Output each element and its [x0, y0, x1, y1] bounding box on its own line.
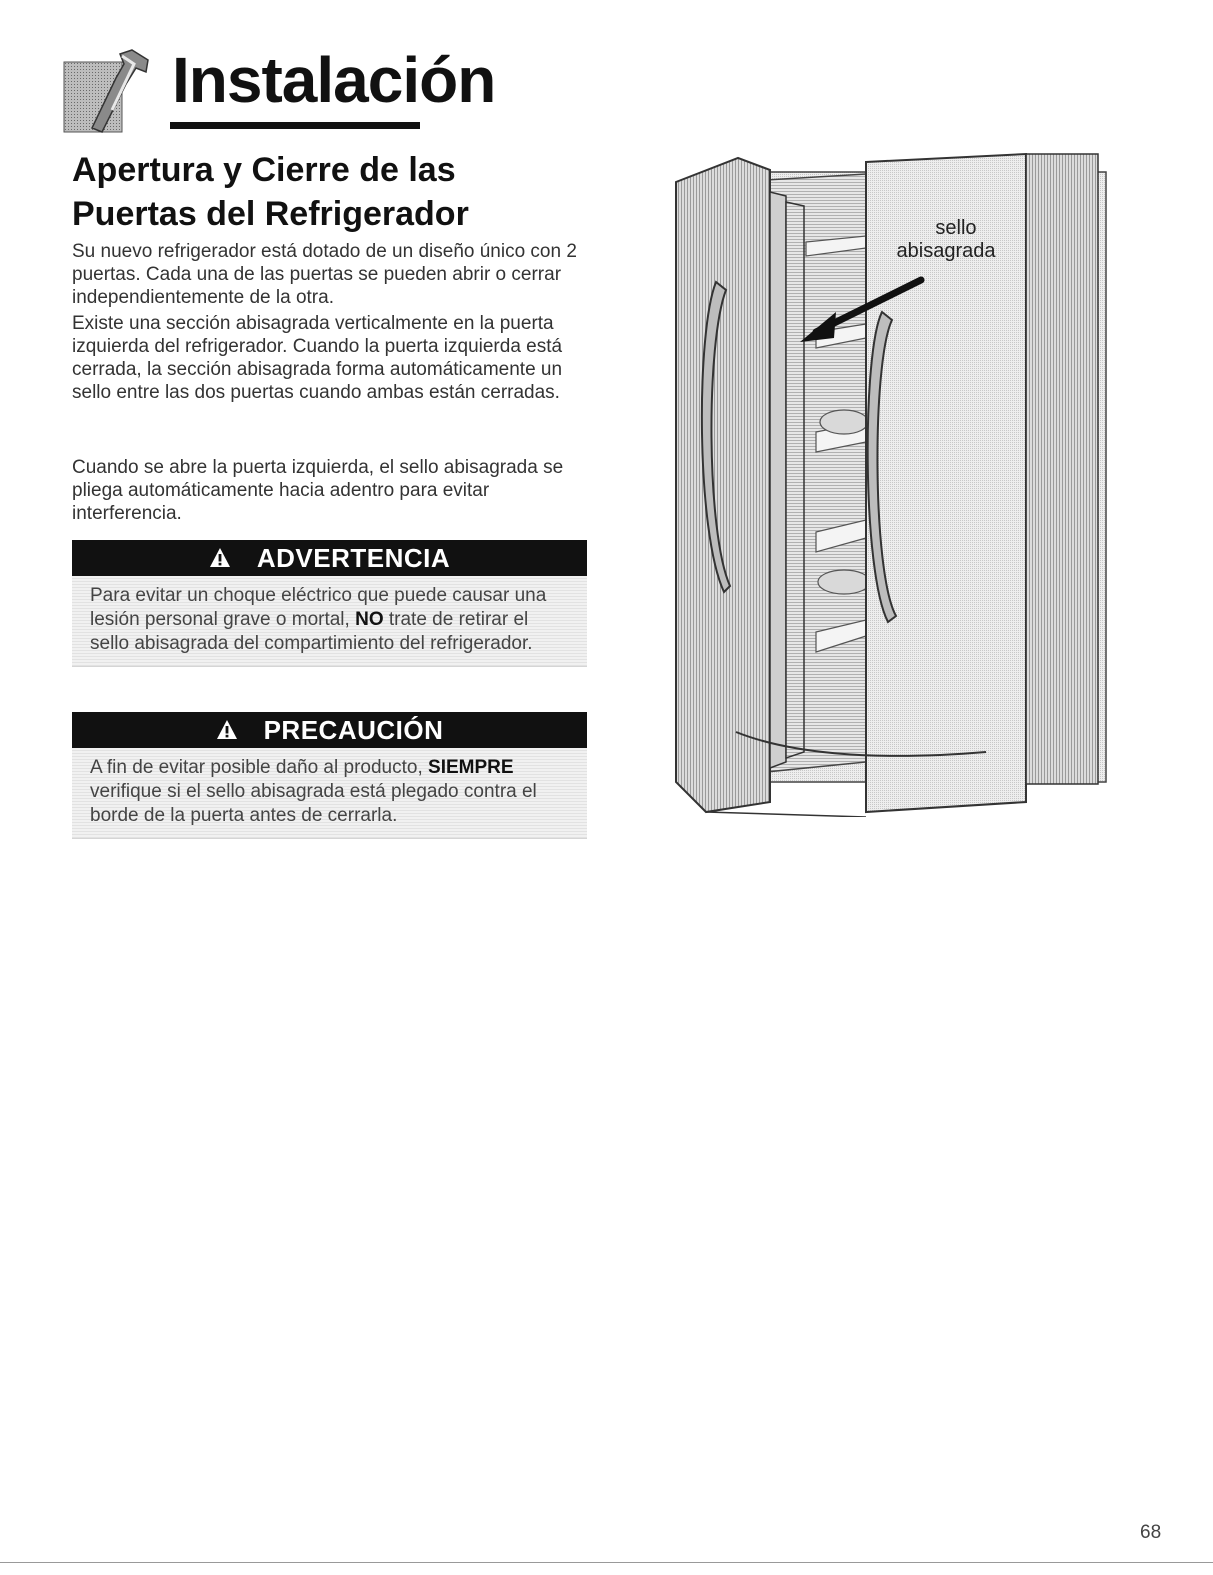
warning-emphasis: NO — [355, 609, 384, 630]
paragraph-seal-folds: Cuando se abre la puerta izquierda, el sello abisagrada se pliega automáticamente hacia adentro para evitar interferencia. — [72, 457, 564, 524]
caution-text: A fin de evitar posible daño al producto, SIEMPRE verifique si el sello abisagrada está plegado contra el borde de la puerta antes de cerrarla. — [72, 748, 587, 839]
section-title-line2: Puertas del Refrigerador — [72, 195, 469, 233]
wrench-icon — [62, 48, 154, 140]
warning-text: Para evitar un choque eléctrico que puede causar una lesión personal grave o mortal, NO trate de retirar el sello abisagrada del compartimiento del refrigerador. — [72, 576, 587, 667]
caution-emphasis: SIEMPRE — [428, 757, 514, 778]
alert-triangle-icon — [209, 547, 231, 569]
alert-triangle-icon — [216, 719, 238, 741]
warning-heading: ADVERTENCIA — [256, 542, 451, 573]
header-rule — [170, 122, 420, 129]
footer-rule — [0, 1562, 1213, 1563]
figure-label-hinged: abisagrada — [896, 240, 996, 262]
page-number: 68 — [1140, 1522, 1162, 1543]
page-header — [62, 40, 496, 140]
paragraph-hinged-section: Existe una sección abisagrada verticalmente en la puerta izquierda del refrigerador. Cuando la puerta izquierda está cerrada, la sección abisagrada forma automáticamente un sello entre las dos puertas cuando ambas están cerradas. — [72, 313, 563, 403]
warning-box — [72, 540, 587, 690]
warning-heading-bar — [72, 540, 587, 576]
section-title — [72, 148, 592, 236]
header-title: Instalación — [172, 44, 496, 116]
section-title-line1: Apertura y Cierre de las — [72, 151, 456, 189]
caution-heading-bar — [72, 712, 587, 748]
figure-label-seal: sello — [935, 217, 977, 239]
caution-heading: PRECAUCIÓN — [263, 714, 444, 745]
caution-box — [72, 712, 587, 860]
paragraph-intro: Su nuevo refrigerador está dotado de un diseño único con 2 puertas. Cada una de las puertas se pueden abrir o cerrar independientemente de la otra. — [72, 241, 577, 308]
